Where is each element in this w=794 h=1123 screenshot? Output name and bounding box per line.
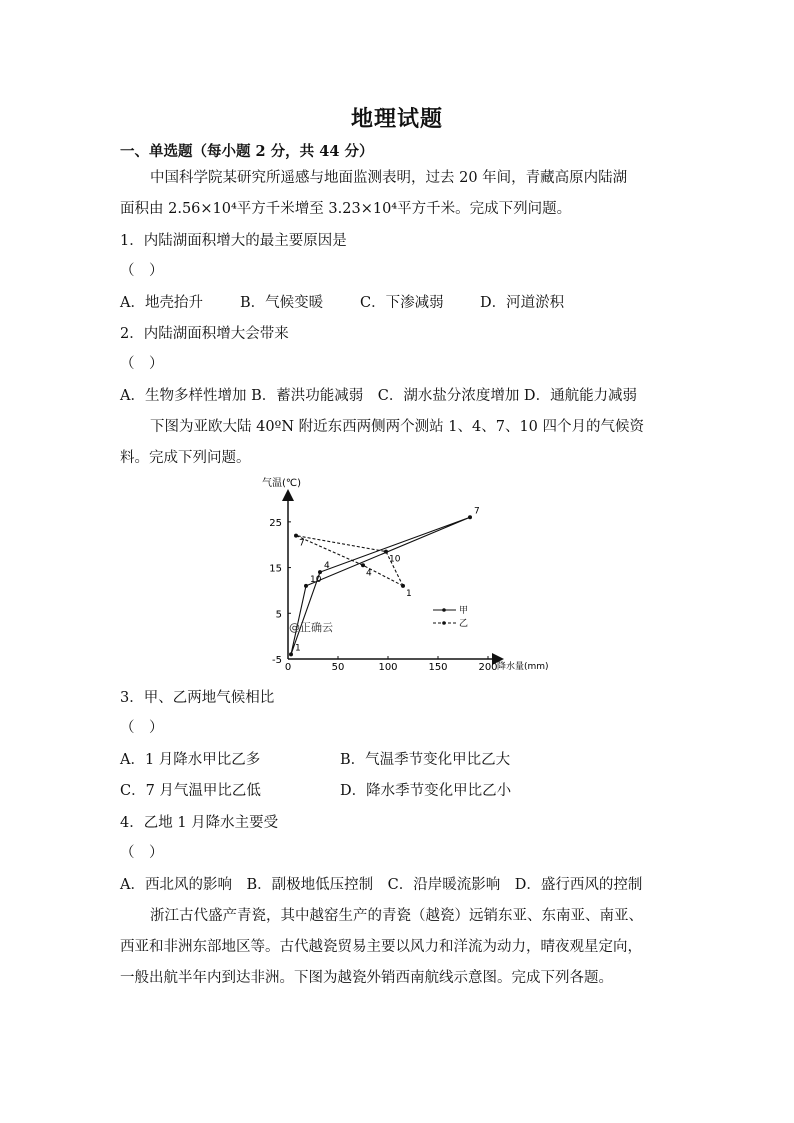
q1-option-d: D．河道淤积 xyxy=(480,295,565,311)
x-tick-label: 0 xyxy=(284,662,292,673)
data-point xyxy=(468,515,472,519)
x-tick-label: 100 xyxy=(378,662,398,673)
q4-options: A．西北风的影响 B．副极地低压控制 C．沿岸暖流影响 D．盛行西风的控制 xyxy=(120,877,643,893)
point-label: 4 xyxy=(366,568,372,579)
question-4: 4．乙地 1 月降水主要受 xyxy=(120,815,279,831)
x-tick-label: 200 xyxy=(478,662,498,673)
data-point xyxy=(294,534,298,538)
point-label: 10 xyxy=(310,574,322,585)
point-label: 1 xyxy=(295,643,301,654)
point-label: 7 xyxy=(474,506,480,517)
chart-watermark: @正确云 xyxy=(289,621,333,634)
section-heading: 一、单选题（每小题 2 分，共 44 分） xyxy=(120,143,374,160)
y-tick-label: 25 xyxy=(269,517,282,529)
intro-1-line-2: 面积由 2.56×10⁴平方千米增至 3.23×10⁴平方千米。完成下列问题。 xyxy=(120,201,572,217)
question-1: 1．内陆湖面积增大的最主要原因是 xyxy=(120,233,347,249)
data-point xyxy=(289,652,293,656)
intro-2-line-1: 下图为亚欧大陆 40ºN 附近东西两侧两个测站 1、4、7、10 四个月的气候资 xyxy=(150,419,645,435)
point-label: 4 xyxy=(324,561,330,572)
intro-2-line-2: 料。完成下列问题。 xyxy=(120,450,251,466)
question-2: 2．内陆湖面积增大会带来 xyxy=(120,326,289,342)
point-label: 7 xyxy=(299,538,305,549)
question-2-paren: （ ） xyxy=(120,356,164,372)
intro-3-line-1: 浙江古代盛产青瓷，其中越窑生产的青瓷（越瓷）远销东亚、东南亚、南亚、 xyxy=(150,908,643,924)
legend-label-jia: 甲 xyxy=(459,606,469,616)
intro-1-line-1: 中国科学院某研究所遥感与地面监测表明，过去 20 年间，青藏高原内陆湖 xyxy=(150,170,628,186)
y-tick-label: 5 xyxy=(275,609,282,621)
x-tick-label: 150 xyxy=(428,662,448,673)
data-point xyxy=(304,584,308,588)
data-point xyxy=(401,584,405,588)
x-axis-label: 降水量(mm) xyxy=(497,662,549,672)
point-label: 1 xyxy=(406,588,412,599)
question-3: 3．甲、乙两地气候相比 xyxy=(120,690,275,706)
q3-option-a: A．1 月降水甲比乙多 xyxy=(120,752,261,768)
y-tick-label: -5 xyxy=(272,655,282,666)
point-label: 10 xyxy=(389,554,401,565)
y-tick-label: 15 xyxy=(269,563,282,575)
intro-3-line-3: 一般出航半年内到达非洲。下图为越瓷外销西南航线示意图。完成下列各题。 xyxy=(120,970,613,986)
legend xyxy=(433,605,468,629)
page-title: 地理试题 xyxy=(350,106,443,132)
q1-option-c: C．下渗减弱 xyxy=(360,295,444,311)
question-4-paren: （ ） xyxy=(120,845,164,861)
y-axis-label: 气温(℃) xyxy=(262,478,302,489)
data-point xyxy=(318,570,322,574)
legend-label-yi: 乙 xyxy=(459,619,469,629)
x-tick-label: 50 xyxy=(331,662,345,673)
legend-marker-jia xyxy=(442,608,446,612)
data-point xyxy=(361,563,365,567)
q3-option-b: B．气温季节变化甲比乙大 xyxy=(340,752,511,768)
climate-chart xyxy=(258,470,558,680)
q3-option-c: C．7 月气温甲比乙低 xyxy=(120,783,261,799)
legend-marker-yi xyxy=(442,621,446,625)
q1-option-a: A．地壳抬升 xyxy=(120,295,203,311)
data-point xyxy=(384,550,388,554)
question-1-paren: （ ） xyxy=(120,263,164,279)
question-3-paren: （ ） xyxy=(120,720,164,736)
q2-options: A．生物多样性增加 B．蓄洪功能减弱 C．湖水盐分浓度增加 D．通航能力减弱 xyxy=(120,388,638,404)
intro-3-line-2: 西亚和非洲东部地区等。古代越瓷贸易主要以风力和洋流为动力，晴夜观星定向， xyxy=(120,939,642,955)
q1-option-b: B．气候变暖 xyxy=(240,295,324,311)
q3-option-d: D．降水季节变化甲比乙小 xyxy=(340,783,512,799)
